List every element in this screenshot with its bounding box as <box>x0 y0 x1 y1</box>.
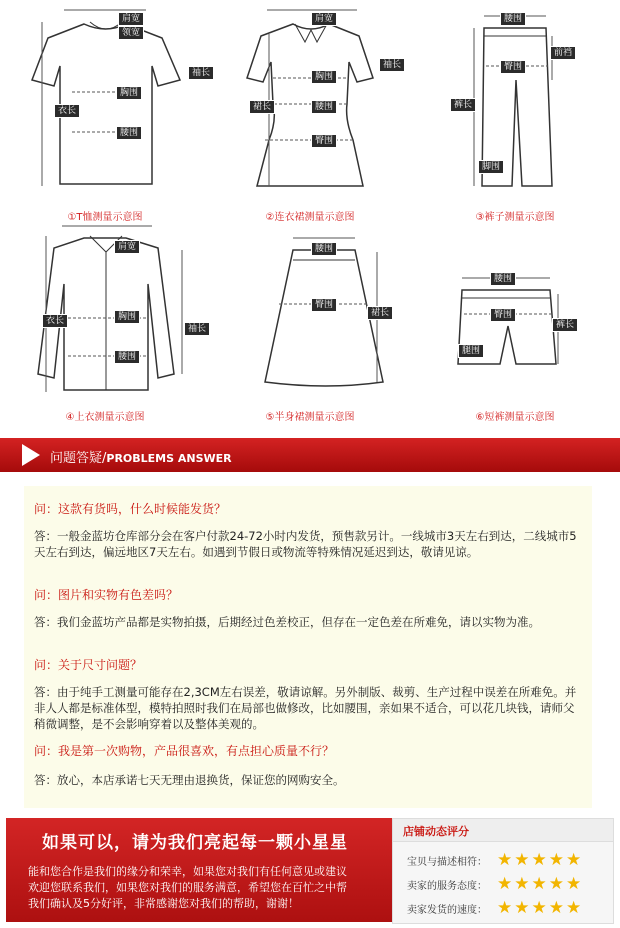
section-title-en: PROBLEMS ANSWER <box>106 452 232 465</box>
pants-label-hip: 臀围 <box>500 60 526 74</box>
faq-question-2: 问：图片和实物有色差吗？ <box>34 588 179 602</box>
rating-label: 宝贝与描述相符： <box>407 857 487 868</box>
rating-row-shipping <box>393 897 613 919</box>
star-icon: ★ <box>566 850 584 870</box>
rating-label: 卖家的服务态度： <box>407 881 487 892</box>
tshirt-label-shoulder: 肩宽 <box>118 12 144 26</box>
skirt-outline <box>207 214 413 428</box>
faq-answer-1: 答：一般金蓝坊仓库部分会在客户付款24-72小时内发货，预售款另计。一线城市3天左右到达，二线城市5天左右到达，偏远地区7天左右。如遇到节假日或物流等特殊情况延迟到达，敬请见谅。 <box>34 529 577 559</box>
rating-title: 店铺动态评分 <box>403 825 469 838</box>
dress-caption: ②连衣裙测量示意图 <box>265 212 355 223</box>
skirt-label-length: 裙长 <box>367 306 393 320</box>
pants-outline <box>412 0 618 214</box>
star-icon-group <box>497 850 583 870</box>
shorts-diagram <box>412 214 618 428</box>
skirt-label-waist: 腰围 <box>311 242 337 256</box>
star-icon: ★ <box>548 850 566 870</box>
star-icon: ★ <box>548 874 566 894</box>
star-icon: ★ <box>531 898 549 918</box>
faq-panel <box>24 486 592 808</box>
shirt-label-sleeve: 袖长 <box>184 322 210 336</box>
shorts-label-length: 裤长 <box>552 318 578 332</box>
star-icon: ★ <box>497 874 515 894</box>
star-request-banner <box>6 818 392 922</box>
shirt-outline <box>2 214 208 428</box>
star-icon-group <box>497 874 583 894</box>
banner-line-1: 能和您合作是我们的缘分和荣幸，如果您对我们有任何意见或建议 <box>28 865 347 878</box>
star-icon: ★ <box>531 874 549 894</box>
shop-rating-panel <box>392 818 614 924</box>
faq-question-4: 问：我是第一次购物，产品很喜欢，有点担心质量不行？ <box>34 744 335 758</box>
star-icon-group <box>497 898 583 918</box>
faq-question-1: 问：这款有货吗，什么时候能发货？ <box>34 502 227 516</box>
dress-label-hip: 臀围 <box>311 134 337 148</box>
rating-label: 卖家发货的速度： <box>407 905 487 916</box>
tshirt-label-waist: 腰围 <box>116 126 142 140</box>
size-diagram-grid <box>0 0 620 428</box>
star-icon: ★ <box>531 850 549 870</box>
shirt-label-chest: 胸围 <box>114 310 140 324</box>
pants-label-waist: 腰围 <box>500 12 526 26</box>
shorts-caption: ⑥短裤测量示意图 <box>475 412 555 423</box>
star-icon: ★ <box>497 898 515 918</box>
shirt-label-waist: 腰围 <box>114 350 140 364</box>
star-icon: ★ <box>497 850 515 870</box>
banner-line-3: 我们确认及5分好评，非常感谢您对我们的帮助，谢谢！ <box>28 897 299 910</box>
tshirt-label-sleeve: 袖长 <box>188 66 214 80</box>
tshirt-label-length: 衣长 <box>54 104 80 118</box>
shirt-diagram <box>2 214 208 428</box>
shirt-caption: ④上衣测量示意图 <box>65 412 145 423</box>
section-title-cn: 问题答疑/ <box>50 451 107 466</box>
star-icon: ★ <box>566 874 584 894</box>
pants-label-hem: 脚围 <box>478 160 504 174</box>
pants-diagram <box>412 0 618 223</box>
star-icon: ★ <box>514 898 532 918</box>
shirt-label-shoulder: 肩宽 <box>114 240 140 254</box>
faq-answer-3: 答：由于纯手工测量可能存在2,3CM左右误差，敬请谅解。另外制版、裁剪、生产过程中误差在所难免。并非人人都是标准体型，模特拍照时我们在局部也做修改，比如腰围，亲如果不适合，可以花几块钱，请师父稍微调整，是不会影响穿着以及整体美观的。 <box>34 685 577 731</box>
tshirt-diagram <box>2 0 211 223</box>
shorts-label-leg: 腿围 <box>458 344 484 358</box>
problems-answer-header <box>0 438 620 472</box>
dress-label-sleeve: 袖长 <box>379 58 405 72</box>
shorts-label-hip: 臀围 <box>490 308 516 322</box>
star-icon: ★ <box>514 850 532 870</box>
pants-caption: ③裤子测量示意图 <box>475 212 555 223</box>
banner-line-2: 欢迎您联系我们，如果您对我们的服务满意，希望您在百忙之中帮 <box>28 881 347 894</box>
tshirt-caption: ①T恤测量示意图 <box>67 212 143 223</box>
dress-label-chest: 胸围 <box>311 70 337 84</box>
section-title <box>50 447 232 466</box>
faq-question-3: 问：关于尺寸问题？ <box>34 658 143 672</box>
dress-diagram <box>207 0 413 223</box>
star-icon: ★ <box>566 898 584 918</box>
shorts-label-waist: 腰围 <box>490 272 516 286</box>
tshirt-label-chest: 胸围 <box>116 86 142 100</box>
faq-answer-4: 答：放心，本店承诺七天无理由退换货，保证您的网购安全。 <box>34 773 345 787</box>
skirt-label-hip: 臀围 <box>311 298 337 312</box>
pants-label-rise: 前裆 <box>550 46 576 60</box>
tshirt-label-collar: 领宽 <box>118 26 144 40</box>
banner-title: 如果可以，请为我们亮起每一颗小星星 <box>42 833 348 853</box>
star-icon: ★ <box>548 898 566 918</box>
pants-label-length: 裤长 <box>450 98 476 112</box>
dress-outline <box>207 0 413 214</box>
faq-answer-2: 答：我们金蓝坊产品都是实物拍摄，后期经过色差校正，但存在一定色差在所难免，请以实物为准。 <box>34 615 540 629</box>
dress-label-shoulder: 肩宽 <box>311 12 337 26</box>
tshirt-outline <box>2 0 208 214</box>
star-icon: ★ <box>514 874 532 894</box>
skirt-caption: ⑤半身裙测量示意图 <box>265 412 355 423</box>
rating-row-service <box>393 873 613 895</box>
shirt-label-length: 衣长 <box>42 314 68 328</box>
dress-label-length: 裙长 <box>249 100 275 114</box>
rating-header <box>393 819 613 842</box>
play-arrow-icon <box>22 444 40 466</box>
skirt-diagram <box>207 214 413 428</box>
rating-row-description <box>393 849 613 871</box>
dress-label-waist: 腰围 <box>311 100 337 114</box>
